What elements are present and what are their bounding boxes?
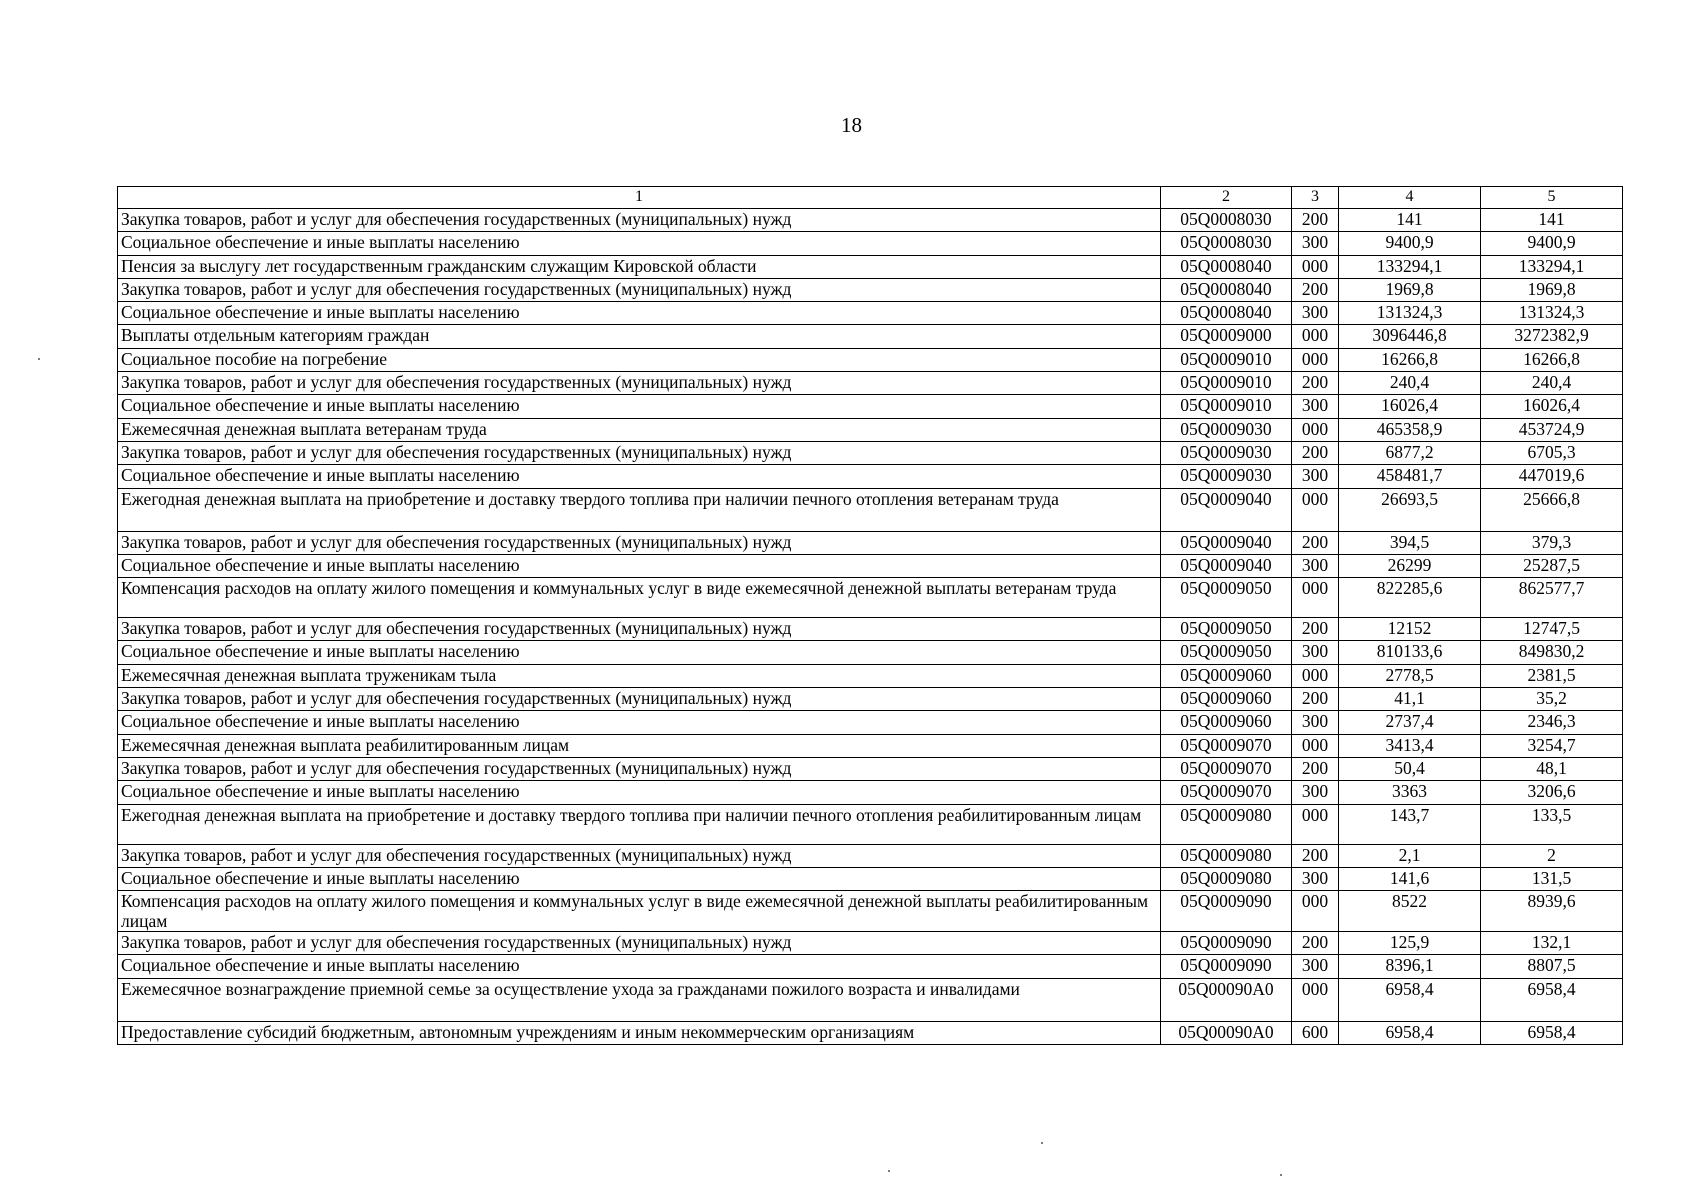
row-code-cell: 05Q0009080 [1161,867,1292,890]
row-name-cell: Выплаты отдельным категориям граждан [118,325,1161,348]
table-row [118,278,1623,301]
table-row [118,348,1623,371]
table-row [118,781,1623,804]
row-type-cell: 200 [1292,531,1339,554]
row-type-cell: 000 [1292,578,1339,618]
row-name-cell: Ежемесячная денежная выплата реабилитированным лицам [118,734,1161,757]
row-value-col5-cell: 132,1 [1481,932,1623,955]
row-value-col4-cell: 143,7 [1339,804,1481,844]
row-name-cell: Социальное пособие на погребение [118,348,1161,371]
row-value-col4-cell: 3096446,8 [1339,325,1481,348]
table-row [118,1021,1623,1044]
row-name-cell: Социальное обеспечение и иные выплаты населению [118,955,1161,978]
table-row [118,488,1623,531]
row-value-col5-cell: 2 [1481,844,1623,867]
table-row [118,618,1623,641]
row-type-cell: 200 [1292,618,1339,641]
row-name-cell: Социальное обеспечение и иные выплаты населению [118,232,1161,255]
row-value-col4-cell: 1969,8 [1339,278,1481,301]
row-name-cell: Социальное обеспечение и иные выплаты населению [118,302,1161,325]
row-name-cell: Социальное обеспечение и иные выплаты населению [118,641,1161,664]
row-type-cell: 300 [1292,955,1339,978]
row-value-col5-cell: 6705,3 [1481,441,1623,464]
row-code-cell: 05Q0009070 [1161,734,1292,757]
table-row [118,804,1623,844]
table-row [118,711,1623,734]
row-code-cell: 05Q00090A0 [1161,978,1292,1021]
row-code-cell: 05Q0009050 [1161,641,1292,664]
row-type-cell: 300 [1292,781,1339,804]
row-code-cell: 05Q0009060 [1161,664,1292,687]
header-row [118,187,1623,209]
row-value-col5-cell: 6958,4 [1481,1021,1623,1044]
row-type-cell: 200 [1292,932,1339,955]
row-code-cell: 05Q0008030 [1161,209,1292,232]
table-row [118,688,1623,711]
row-value-col4-cell: 12152 [1339,618,1481,641]
row-value-col5-cell: 16266,8 [1481,348,1623,371]
row-type-cell: 300 [1292,465,1339,488]
row-value-col5-cell: 8807,5 [1481,955,1623,978]
table-row [118,955,1623,978]
row-value-col5-cell: 8939,6 [1481,891,1623,932]
table-row [118,325,1623,348]
table-row [118,441,1623,464]
table-row [118,465,1623,488]
row-value-col5-cell: 1969,8 [1481,278,1623,301]
table-body [118,209,1623,1045]
row-value-col4-cell: 8396,1 [1339,955,1481,978]
row-value-col4-cell: 141 [1339,209,1481,232]
row-value-col4-cell: 2737,4 [1339,711,1481,734]
row-name-cell: Закупка товаров, работ и услуг для обеспечения государственных (муниципальных) нужд [118,757,1161,780]
row-name-cell: Социальное обеспечение и иные выплаты населению [118,465,1161,488]
row-code-cell: 05Q0009090 [1161,932,1292,955]
row-code-cell: 05Q0009010 [1161,348,1292,371]
row-value-col4-cell: 458481,7 [1339,465,1481,488]
row-name-cell: Предоставление субсидий бюджетным, автономным учреждениям и иным некоммерческим организациям [118,1021,1161,1044]
row-name-cell: Социальное обеспечение и иные выплаты населению [118,395,1161,418]
row-code-cell: 05Q00090A0 [1161,1021,1292,1044]
row-value-col4-cell: 26693,5 [1339,488,1481,531]
table-row [118,255,1623,278]
row-value-col5-cell: 447019,6 [1481,465,1623,488]
row-code-cell: 05Q0008040 [1161,255,1292,278]
row-value-col4-cell: 141,6 [1339,867,1481,890]
row-value-col4-cell: 8522 [1339,891,1481,932]
table-row [118,395,1623,418]
row-type-cell: 300 [1292,641,1339,664]
row-value-col4-cell: 26299 [1339,554,1481,577]
row-code-cell: 05Q0009010 [1161,372,1292,395]
row-value-col5-cell: 16026,4 [1481,395,1623,418]
table-row [118,978,1623,1021]
row-value-col4-cell: 16266,8 [1339,348,1481,371]
row-type-cell: 000 [1292,664,1339,687]
row-name-cell: Ежемесячная денежная выплата ветеранам труда [118,418,1161,441]
row-name-cell: Социальное обеспечение и иные выплаты населению [118,781,1161,804]
row-code-cell: 05Q0008030 [1161,232,1292,255]
table-row [118,578,1623,618]
row-type-cell: 000 [1292,804,1339,844]
row-name-cell: Компенсация расходов на оплату жилого помещения и коммунальных услуг в виде ежемесячной денежной выплаты реабилитированным лицам [118,891,1161,932]
row-type-cell: 200 [1292,441,1339,464]
row-type-cell: 000 [1292,348,1339,371]
header-col-5: 5 [1481,187,1623,209]
row-value-col5-cell: 3206,6 [1481,781,1623,804]
row-value-col4-cell: 6958,4 [1339,1021,1481,1044]
scan-speck [1041,1142,1043,1144]
row-value-col4-cell: 16026,4 [1339,395,1481,418]
header-col-1: 1 [118,187,1161,209]
row-value-col4-cell: 810133,6 [1339,641,1481,664]
row-value-col5-cell: 2346,3 [1481,711,1623,734]
row-value-col4-cell: 133294,1 [1339,255,1481,278]
row-type-cell: 300 [1292,554,1339,577]
row-value-col4-cell: 2778,5 [1339,664,1481,687]
row-code-cell: 05Q0009090 [1161,891,1292,932]
row-name-cell: Ежемесячная денежная выплата труженикам тыла [118,664,1161,687]
row-name-cell: Социальное обеспечение и иные выплаты населению [118,711,1161,734]
row-value-col4-cell: 3363 [1339,781,1481,804]
row-code-cell: 05Q0009090 [1161,955,1292,978]
row-code-cell: 05Q0009040 [1161,554,1292,577]
table-row [118,844,1623,867]
row-name-cell: Закупка товаров, работ и услуг для обеспечения государственных (муниципальных) нужд [118,441,1161,464]
row-value-col4-cell: 2,1 [1339,844,1481,867]
row-type-cell: 300 [1292,302,1339,325]
row-value-col5-cell: 35,2 [1481,688,1623,711]
row-code-cell: 05Q0008040 [1161,278,1292,301]
table-row [118,418,1623,441]
row-code-cell: 05Q0009010 [1161,395,1292,418]
row-code-cell: 05Q0009060 [1161,688,1292,711]
row-type-cell: 200 [1292,209,1339,232]
row-value-col5-cell: 133,5 [1481,804,1623,844]
row-value-col5-cell: 379,3 [1481,531,1623,554]
table-row [118,302,1623,325]
row-code-cell: 05Q0009030 [1161,441,1292,464]
row-name-cell: Закупка товаров, работ и услуг для обеспечения государственных (муниципальных) нужд [118,844,1161,867]
row-name-cell: Закупка товаров, работ и услуг для обеспечения государственных (муниципальных) нужд [118,209,1161,232]
row-value-col5-cell: 25666,8 [1481,488,1623,531]
table-row [118,664,1623,687]
header-col-3: 3 [1292,187,1339,209]
row-name-cell: Закупка товаров, работ и услуг для обеспечения государственных (муниципальных) нужд [118,618,1161,641]
row-value-col4-cell: 125,9 [1339,932,1481,955]
row-name-cell: Закупка товаров, работ и услуг для обеспечения государственных (муниципальных) нужд [118,372,1161,395]
row-code-cell: 05Q0009050 [1161,618,1292,641]
header-col-4: 4 [1339,187,1481,209]
row-name-cell: Пенсия за выслугу лет государственным гражданским служащим Кировской области [118,255,1161,278]
row-code-cell: 05Q0009080 [1161,844,1292,867]
row-name-cell: Закупка товаров, работ и услуг для обеспечения государственных (муниципальных) нужд [118,278,1161,301]
row-value-col5-cell: 3254,7 [1481,734,1623,757]
table-row [118,867,1623,890]
row-value-col4-cell: 41,1 [1339,688,1481,711]
row-name-cell: Закупка товаров, работ и услуг для обеспечения государственных (муниципальных) нужд [118,688,1161,711]
row-type-cell: 000 [1292,734,1339,757]
row-type-cell: 000 [1292,488,1339,531]
row-value-col5-cell: 6958,4 [1481,978,1623,1021]
row-value-col5-cell: 3272382,9 [1481,325,1623,348]
table-row [118,209,1623,232]
row-value-col4-cell: 465358,9 [1339,418,1481,441]
row-value-col5-cell: 131324,3 [1481,302,1623,325]
row-value-col4-cell: 50,4 [1339,757,1481,780]
row-name-cell: Социальное обеспечение и иные выплаты населению [118,867,1161,890]
row-type-cell: 200 [1292,278,1339,301]
row-value-col5-cell: 849830,2 [1481,641,1623,664]
row-value-col5-cell: 9400,9 [1481,232,1623,255]
row-value-col5-cell: 2381,5 [1481,664,1623,687]
scan-speck [1280,1174,1282,1176]
table-row [118,641,1623,664]
row-value-col4-cell: 6877,2 [1339,441,1481,464]
row-code-cell: 05Q0009060 [1161,711,1292,734]
row-type-cell: 600 [1292,1021,1339,1044]
row-type-cell: 300 [1292,711,1339,734]
table-row [118,232,1623,255]
budget-table [117,186,1623,1045]
row-value-col5-cell: 240,4 [1481,372,1623,395]
table-row [118,531,1623,554]
row-name-cell: Ежегодная денежная выплата на приобретение и доставку твердого топлива при наличии печного отопления ветеранам труда [118,488,1161,531]
row-type-cell: 000 [1292,255,1339,278]
row-type-cell: 000 [1292,325,1339,348]
row-code-cell: 05Q0009070 [1161,781,1292,804]
row-code-cell: 05Q0009000 [1161,325,1292,348]
row-type-cell: 300 [1292,232,1339,255]
row-type-cell: 000 [1292,891,1339,932]
row-name-cell: Закупка товаров, работ и услуг для обеспечения государственных (муниципальных) нужд [118,932,1161,955]
row-value-col5-cell: 862577,7 [1481,578,1623,618]
row-code-cell: 05Q0009070 [1161,757,1292,780]
row-value-col5-cell: 453724,9 [1481,418,1623,441]
row-value-col4-cell: 9400,9 [1339,232,1481,255]
row-code-cell: 05Q0009030 [1161,465,1292,488]
row-name-cell: Компенсация расходов на оплату жилого помещения и коммунальных услуг в виде ежемесячной денежной выплаты ветеранам труда [118,578,1161,618]
row-type-cell: 200 [1292,844,1339,867]
row-code-cell: 05Q0009040 [1161,488,1292,531]
table-row [118,734,1623,757]
row-type-cell: 300 [1292,867,1339,890]
row-name-cell: Социальное обеспечение и иные выплаты населению [118,554,1161,577]
row-value-col4-cell: 394,5 [1339,531,1481,554]
row-value-col4-cell: 3413,4 [1339,734,1481,757]
row-value-col4-cell: 240,4 [1339,372,1481,395]
scan-speck [38,358,40,360]
row-value-col4-cell: 6958,4 [1339,978,1481,1021]
table-row [118,932,1623,955]
row-type-cell: 000 [1292,418,1339,441]
row-type-cell: 200 [1292,372,1339,395]
row-value-col5-cell: 12747,5 [1481,618,1623,641]
row-value-col5-cell: 133294,1 [1481,255,1623,278]
row-type-cell: 200 [1292,688,1339,711]
row-code-cell: 05Q0009040 [1161,531,1292,554]
row-code-cell: 05Q0009080 [1161,804,1292,844]
row-value-col5-cell: 25287,5 [1481,554,1623,577]
scan-speck [888,1170,890,1172]
header-col-2: 2 [1161,187,1292,209]
row-name-cell: Закупка товаров, работ и услуг для обеспечения государственных (муниципальных) нужд [118,531,1161,554]
row-value-col5-cell: 131,5 [1481,867,1623,890]
row-type-cell: 200 [1292,757,1339,780]
row-type-cell: 000 [1292,978,1339,1021]
page-number: 18 [841,113,862,137]
row-value-col4-cell: 131324,3 [1339,302,1481,325]
row-type-cell: 300 [1292,395,1339,418]
row-code-cell: 05Q0009030 [1161,418,1292,441]
row-code-cell: 05Q0008040 [1161,302,1292,325]
table-row [118,554,1623,577]
table-row [118,891,1623,932]
table-row [118,372,1623,395]
table-row [118,757,1623,780]
row-value-col4-cell: 822285,6 [1339,578,1481,618]
row-value-col5-cell: 48,1 [1481,757,1623,780]
row-value-col5-cell: 141 [1481,209,1623,232]
row-code-cell: 05Q0009050 [1161,578,1292,618]
row-name-cell: Ежемесячное вознаграждение приемной семье за осуществление ухода за гражданами пожилого возраста и инвалидами [118,978,1161,1021]
row-name-cell: Ежегодная денежная выплата на приобретение и доставку твердого топлива при наличии печного отопления реабилитированным лицам [118,804,1161,844]
